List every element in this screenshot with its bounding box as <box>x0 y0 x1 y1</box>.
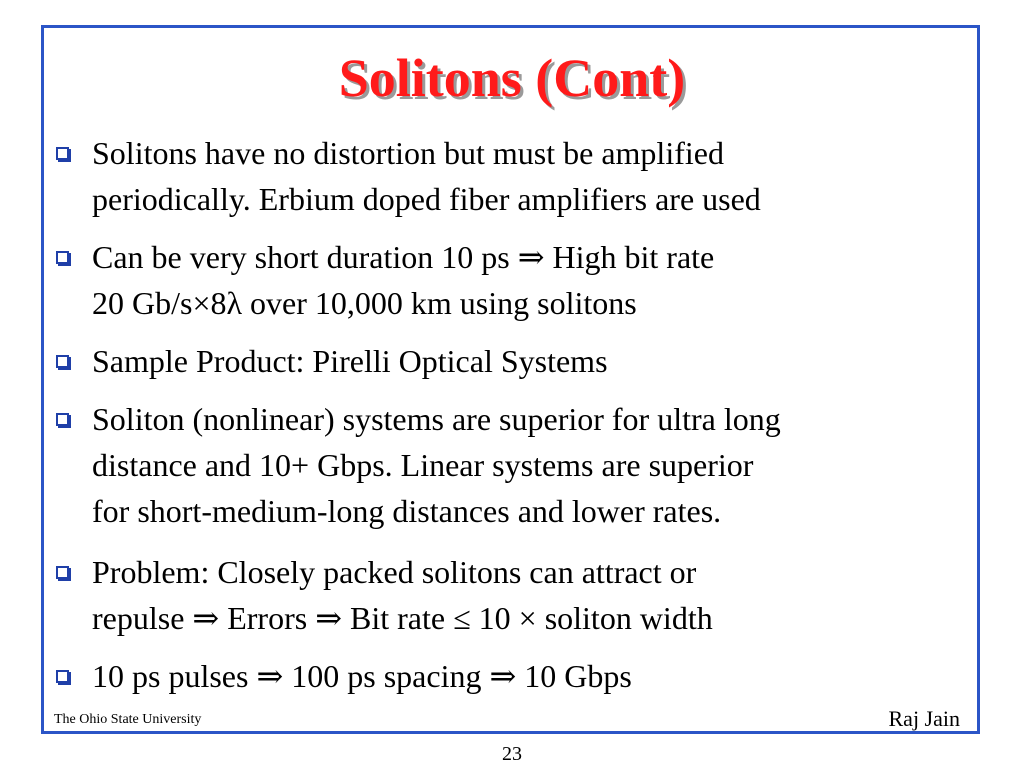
square-bullet-icon <box>56 251 69 264</box>
page-number: 23 <box>502 743 522 765</box>
square-bullet-icon <box>56 413 69 426</box>
footer-author: Raj Jain <box>888 706 960 731</box>
square-bullet-icon <box>56 670 69 683</box>
bullet-line: repulse ⇒ Errors ⇒ Bit rate ≤ 10 × soliton width <box>92 600 713 636</box>
bullet-line: Sample Product: Pirelli Optical Systems <box>92 343 608 379</box>
bullet-text <box>92 549 967 641</box>
bullet-line: 10 ps pulses ⇒ 100 ps spacing ⇒ 10 Gbps <box>92 658 632 694</box>
slide-title: Solitons (Cont) <box>338 48 686 108</box>
bullet-line: Can be very short duration 10 ps ⇒ High bit rate <box>92 239 715 275</box>
square-bullet-icon <box>56 147 69 160</box>
bullet-line: for short-medium-long distances and lower rates. <box>92 493 722 529</box>
bullet-line: Solitons have no distortion but must be amplified <box>92 135 724 171</box>
bullet-text <box>92 234 967 326</box>
bullet-line: 20 Gb/s×8λ over 10,000 km using solitons <box>92 285 637 321</box>
bullet-line: Problem: Closely packed solitons can attract or <box>92 554 697 590</box>
bullet-line: periodically. Erbium doped fiber amplifiers are used <box>92 181 761 217</box>
bullet-text <box>92 396 967 534</box>
square-bullet-icon <box>56 566 69 579</box>
bullet-line: distance and 10+ Gbps. Linear systems are superior <box>92 447 754 483</box>
bullet-text <box>92 653 967 699</box>
bullet-text <box>92 130 967 222</box>
square-bullet-icon <box>56 355 69 368</box>
bullet-text <box>92 338 967 384</box>
footer-institution: The Ohio State University <box>54 712 202 727</box>
bullet-line: Soliton (nonlinear) systems are superior for ultra long <box>92 401 781 437</box>
